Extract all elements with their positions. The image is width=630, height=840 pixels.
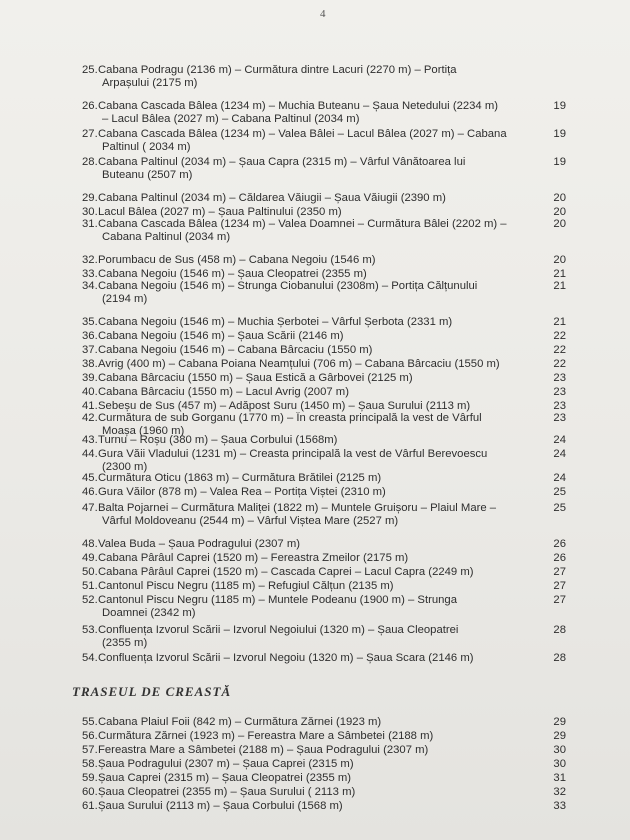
toc-entry-title [82,128,566,141]
toc-entry-number: 54. [82,652,98,664]
toc-entry-title [82,330,566,343]
toc-entry-title [82,716,566,729]
toc-entry-page: 23 [553,400,566,412]
toc-entry-text: Cabana Negoiu (1546 m) – Șaua Cleopatrei (2355 m) [98,268,367,280]
toc-entry-page: 19 [553,128,566,140]
toc-entry-number: 47. [82,502,98,514]
toc-entry [82,786,566,799]
toc-entry-continuation [82,169,566,182]
toc-entry-text: – Lacul Bâlea (2027 m) – Cabana Paltinul (2034 m) [102,112,360,125]
toc-entry-page: 22 [553,344,566,356]
toc-entry-number: 36. [82,330,98,342]
toc-entry-title [82,254,566,267]
toc-entry [82,330,566,343]
toc-entry [82,448,566,473]
toc-entry-title [82,538,566,551]
toc-entry-page: 27 [553,594,566,606]
toc-entry-title [82,772,566,785]
toc-entry [82,716,566,729]
toc-entry-title [82,218,566,231]
toc-entry-text: Cantonul Piscu Negru (1185 m) – Refugiul Călțun (2135 m) [98,580,394,592]
toc-entry [82,280,566,305]
toc-entry-continuation [82,293,566,306]
toc-entry-text: Turnu – Roșu (380 m) – Șaua Corbului (1568m) [98,434,338,446]
toc-entry-title [82,344,566,357]
toc-entry [82,192,566,205]
toc-entry-number: 60. [82,786,98,798]
toc-entry-number: 25. [82,64,98,76]
toc-entry-page: 24 [553,472,566,484]
toc-entry-number: 35. [82,316,98,328]
toc-entry-number: 52. [82,594,98,606]
toc-entry-title [82,268,566,281]
toc-entry-continuation [82,607,566,620]
toc-entry [82,254,566,267]
toc-entry [82,358,566,371]
toc-entry-title [82,486,566,499]
toc-entry-continuation [82,515,566,528]
toc-entry-text: Cabana Cascada Bâlea (1234 m) – Valea Doamnei – Curmătura Bâlei (2202 m) – [98,218,507,230]
toc-entry-number: 27. [82,128,98,140]
toc-entry [82,386,566,399]
toc-entry-title [82,594,566,607]
toc-entry-text: Buteanu (2507 m) [102,168,193,181]
toc-entry-page: 19 [553,156,566,168]
toc-entry [82,372,566,385]
toc-entry [82,64,566,89]
toc-entry-page: 27 [553,566,566,578]
toc-entry-page: 20 [553,254,566,266]
toc-entry [82,730,566,743]
toc-entry [82,758,566,771]
toc-entry-number: 29. [82,192,98,204]
toc-entry-number: 61. [82,800,98,812]
toc-entry-number: 33. [82,268,98,280]
toc-entry-text: Cabana Cascada Bâlea (1234 m) – Valea Bâlei – Lacul Bâlea (2027 m) – Cabana [98,128,507,140]
toc-entry-page: 23 [553,412,566,424]
toc-entry [82,552,566,565]
toc-entry [82,744,566,757]
toc-entry-text: Cabana Paltinul (2034 m) – Șaua Capra (2315 m) – Vârful Vânătoarea lui [98,156,466,168]
toc-entry-number: 45. [82,472,98,484]
section-title: TRASEUL DE CREASTĂ [72,684,232,699]
toc-entry-page: 29 [553,730,566,742]
toc-entry-number: 51. [82,580,98,592]
toc-entry-page: 25 [553,502,566,514]
toc-entry-page: 28 [553,624,566,636]
toc-entry-page: 29 [553,716,566,728]
toc-entry-text: (2194 m) [102,292,148,305]
toc-entry [82,800,566,813]
toc-entry-number: 39. [82,372,98,384]
toc-entry-text: Cabana Paltinul (2034 m) [102,230,231,243]
toc-entry [82,472,566,485]
toc-entry-page: 30 [553,744,566,756]
toc-entry [82,772,566,785]
toc-entry-text: Gura Văilor (878 m) – Valea Rea – Portița Viștei (2310 m) [98,486,386,498]
toc-entry-number: 55. [82,716,98,728]
toc-entry-text: Cabana Negoiu (1546 m) – Strunga Ciobanului (2308m) – Portița Călțunului [98,280,478,292]
toc-entry-text: Cabana Negoiu (1546 m) – Șaua Scării (2146 m) [98,330,344,342]
toc-entry-text: Paltinul ( 2034 m) [102,140,191,153]
toc-entry-text: Avrig (400 m) – Cabana Poiana Neamțului (706 m) – Cabana Bârcaciu (1550 m) [98,358,500,370]
toc-entry-text: Șaua Surului (2113 m) – Șaua Corbului (1568 m) [98,800,343,812]
toc-entry-number: 46. [82,486,98,498]
toc-entry-title [82,566,566,579]
toc-entry-text: Cabana Plaiul Foii (842 m) – Curmătura Zărnei (1923 m) [98,716,382,728]
toc-entry-text: (2355 m) [102,636,148,649]
toc-entry-continuation [82,637,566,650]
toc-entry-text: Confluența Izvorul Scării – Izvorul Negoiu (1320 m) – Șaua Scara (2146 m) [98,652,474,664]
toc-entry-title [82,64,566,77]
toc-entry-title [82,400,566,413]
toc-entry-title [82,786,566,799]
toc-entry-page: 21 [553,280,566,292]
toc-entry-text: Șaua Caprei (2315 m) – Șaua Cleopatrei (2355 m) [98,772,352,784]
toc-entry-page: 22 [553,330,566,342]
toc-entry-number: 28. [82,156,98,168]
toc-entry-title [82,386,566,399]
toc-entry-text: Fereastra Mare a Sâmbetei (2188 m) – Șaua Podragului (2307 m) [98,744,429,756]
toc-entry-text: Șaua Podragului (2307 m) – Șaua Caprei (2315 m) [98,758,354,770]
toc-entry-text: Balta Pojarnei – Curmătura Maliței (1822 m) – Muntele Gruișoru – Plaiul Mare – [98,502,497,514]
toc-entry-number: 49. [82,552,98,564]
toc-entry [82,580,566,593]
toc-entry-title [82,552,566,565]
toc-entry-continuation [82,141,566,154]
toc-entry-page: 27 [553,580,566,592]
toc-entry-page: 20 [553,192,566,204]
toc-entry-page: 20 [553,206,566,218]
toc-entry-title [82,434,566,447]
toc-entry-title [82,448,566,461]
toc-entry-text: Arpașului (2175 m) [102,76,198,89]
toc-entry-number: 32. [82,254,98,266]
toc-entry-page: 23 [553,372,566,384]
toc-entry-text: Cabana Cascada Bâlea (1234 m) – Muchia Buteanu – Șaua Netedului (2234 m) [98,100,499,112]
toc-entry-text: Șaua Cleopatrei (2355 m) – Șaua Surului ( 2113 m) [98,786,356,798]
toc-entry-text: Porumbacu de Sus (458 m) – Cabana Negoiu (1546 m) [98,254,376,266]
toc-entry-number: 57. [82,744,98,756]
toc-entry-continuation [82,113,566,126]
toc-entry-page: 26 [553,552,566,564]
toc-entry [82,538,566,551]
toc-entry-title [82,192,566,205]
toc-entry-number: 59. [82,772,98,784]
toc-entry-page: 21 [553,268,566,280]
toc-entry-text: Moașa (1960 m) [102,424,185,437]
toc-entry-number: 26. [82,100,98,112]
toc-entry-title [82,744,566,757]
toc-entry-text: Cabana Pârâul Caprei (1520 m) – Fereastra Zmeilor (2175 m) [98,552,409,564]
toc-entry-text: Curmătura Zărnei (1923 m) – Fereastra Mare a Sâmbetei (2188 m) [98,730,434,742]
toc-entry-text: Cabana Paltinul (2034 m) – Căldarea Văiugii – Șaua Văiugii (2390 m) [98,192,446,204]
toc-entry [82,344,566,357]
toc-entry-title [82,730,566,743]
toc-entry-page: 31 [553,772,566,784]
toc-entry-title [82,502,566,515]
toc-entry-text: Gura Văii Vladului (1231 m) – Creasta principală la vest de Vârful Berevoescu [98,448,488,460]
toc-entry-page: 24 [553,448,566,460]
toc-entry-title [82,358,566,371]
toc-entry-number: 42. [82,412,98,424]
toc-entry-page: 26 [553,538,566,550]
toc-entry-title [82,652,566,665]
toc-entry-text: Doamnei (2342 m) [102,606,196,619]
toc-entry-title [82,624,566,637]
toc-entry-title [82,412,566,425]
toc-entry-text: (2300 m) [102,460,148,473]
toc-entry-text: Sebeșu de Sus (457 m) – Adăpost Suru (1450 m) – Șaua Surului (2113 m) [98,400,471,412]
toc-entry [82,486,566,499]
toc-entry-text: Cabana Negoiu (1546 m) – Muchia Șerbotei – Vârful Șerbota (2331 m) [98,316,453,328]
toc-entry-page: 30 [553,758,566,770]
toc-entry [82,502,566,527]
toc-entry-text: Cabana Bârcaciu (1550 m) – Lacul Avrig (2007 m) [98,386,349,398]
toc-entry-number: 58. [82,758,98,770]
toc-entry [82,400,566,413]
toc-entry [82,434,566,447]
toc-entry-page: 32 [553,786,566,798]
toc-entry-text: Curmătura de sub Gorganu (1770 m) – În creasta principală la vest de Vârful [98,412,482,424]
toc-entry-number: 53. [82,624,98,636]
toc-entry-page: 23 [553,386,566,398]
toc-entry-continuation [82,231,566,244]
toc-entry-number: 41. [82,400,98,412]
toc-entry-text: Cabana Pârâul Caprei (1520 m) – Cascada Caprei – Lacul Capra (2249 m) [98,566,474,578]
toc-entry-title [82,206,566,219]
toc-entry [82,652,566,665]
toc-entry-page: 28 [553,652,566,664]
toc-entry-title [82,280,566,293]
toc-entry-title [82,156,566,169]
toc-entry [82,206,566,219]
toc-entry-text: Cantonul Piscu Negru (1185 m) – Muntele Podeanu (1900 m) – Strunga [98,594,457,606]
toc-entry-page: 25 [553,486,566,498]
toc-entry-number: 40. [82,386,98,398]
toc-entry-title [82,800,566,813]
toc-entry-text: Cabana Bârcaciu (1550 m) – Șaua Estică a Gârbovei (2125 m) [98,372,413,384]
toc-entry [82,100,566,125]
toc-entry [82,316,566,329]
toc-entry-page: 33 [553,800,566,812]
toc-entry [82,624,566,649]
toc-entry-text: Lacul Bâlea (2027 m) – Șaua Paltinului (2350 m) [98,206,342,218]
toc-entry-page: 21 [553,316,566,328]
toc-entry-continuation [82,77,566,90]
toc-entry-number: 30. [82,206,98,218]
toc-entry-title [82,316,566,329]
toc-entry-text: Curmătura Oticu (1863 m) – Curmătura Brătilei (2125 m) [98,472,382,484]
toc-entry-text: Cabana Podragu (2136 m) – Curmătura dintre Lacuri (2270 m) – Portița [98,64,457,76]
toc-entry-text: Vârful Moldoveanu (2544 m) – Vârful Viștea Mare (2527 m) [102,514,399,527]
toc-entry-number: 44. [82,448,98,460]
page-number: 4 [320,8,326,20]
toc-entry-number: 56. [82,730,98,742]
toc-entry-number: 43. [82,434,98,446]
toc-entry-page: 22 [553,358,566,370]
toc-entry-page: 20 [553,218,566,230]
toc-entry [82,156,566,181]
toc-entry [82,594,566,619]
toc-entry-title [82,580,566,593]
toc-entry-number: 38. [82,358,98,370]
toc-entry-page: 24 [553,434,566,446]
toc-entry [82,566,566,579]
toc-entry-title [82,372,566,385]
toc-entry-number: 37. [82,344,98,356]
toc-entry-number: 50. [82,566,98,578]
toc-entry-number: 48. [82,538,98,550]
toc-entry-text: Confluența Izvorul Scării – Izvorul Negoiului (1320 m) – Șaua Cleopatrei [98,624,459,636]
toc-entry-text: Cabana Negoiu (1546 m) – Cabana Bârcaciu (1550 m) [98,344,373,356]
toc-entry-text: Valea Buda – Șaua Podragului (2307 m) [98,538,301,550]
toc-entry-title [82,100,566,113]
toc-entry-title [82,472,566,485]
toc-entry [82,218,566,243]
toc-entry-number: 31. [82,218,98,230]
toc-entry-number: 34. [82,280,98,292]
toc-entry-title [82,758,566,771]
toc-entry [82,128,566,153]
toc-entry-page: 19 [553,100,566,112]
toc-entry [82,268,566,281]
